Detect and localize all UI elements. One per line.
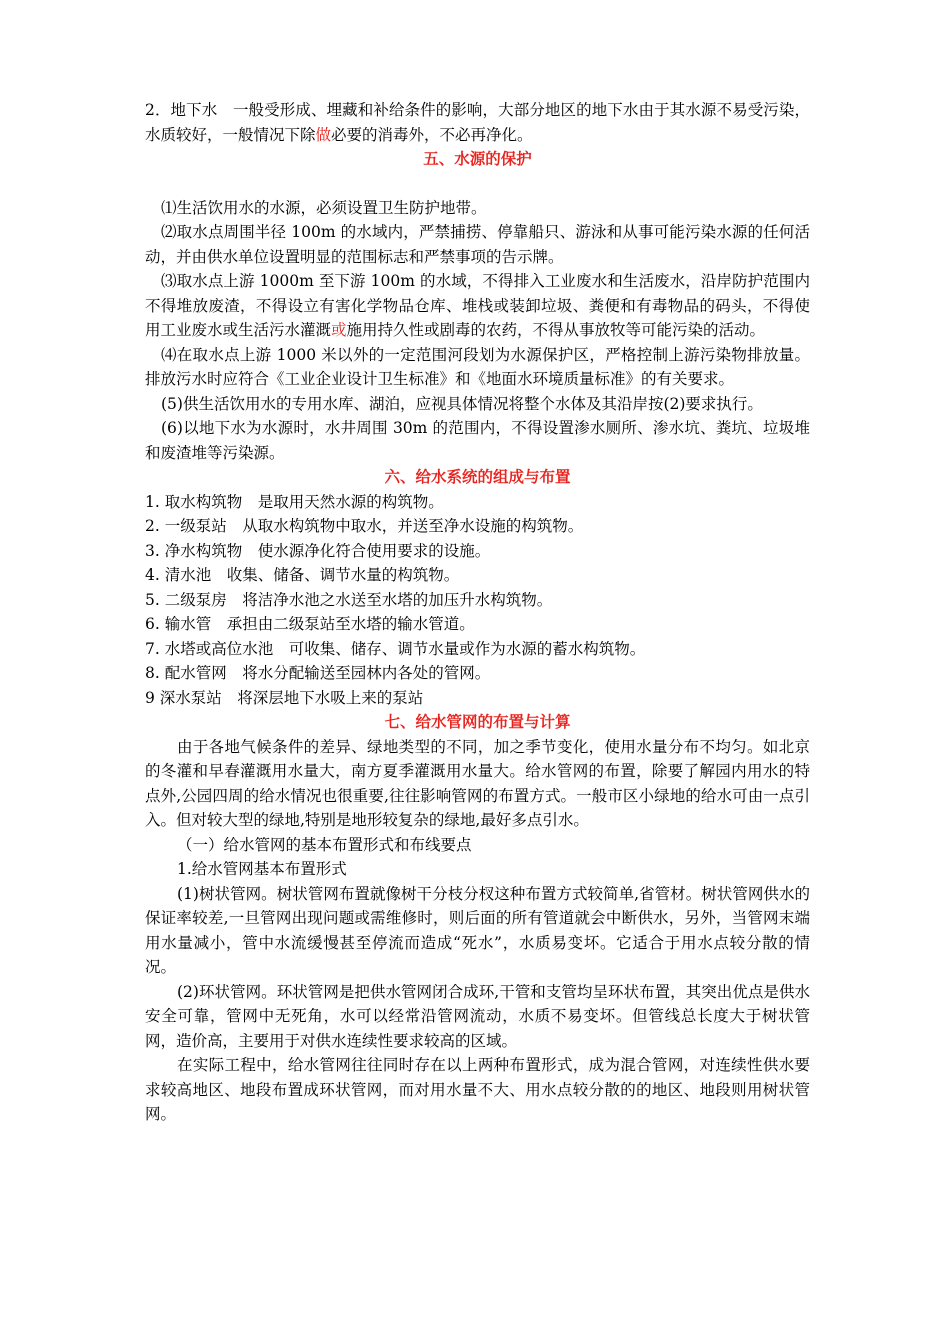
- system-item: 3. 净水构筑物 使水源净化符合使用要求的设施。: [145, 541, 491, 560]
- protection-item-3-text-end: 施用持久性或剧毒的农药，不得从事放牧等可能污染的活动。: [346, 321, 766, 339]
- system-item: 4. 清水池 收集、储备、调节水量的构筑物。: [145, 566, 460, 584]
- system-item: 1. 取水构筑物 是取用天然水源的构筑物。: [145, 492, 444, 511]
- mixed-network-paragraph: 在实际工程中，给水管网往往同时存在以上两种布置形式，成为混合管网，对连续性供水要求较高地区、地段布置成环状管网，而对用水量不大、用水点较分散的的地区、地段则用树状管网。: [145, 1056, 810, 1123]
- tree-network-paragraph: (1)树状管网。树状管网布置就像树干分枝分杈这种布置方式较简单,省管材。树状管网供水的保证率较差,一旦管网出现问题或需维修时，则后面的所有管道就会中断供水，另外，当管网末端用水量减小，管中水流缓慢甚至停流而造成“死水”，水质易变坏。它适合于用水点较分散的情况。: [145, 884, 810, 976]
- system-item: 9 深水泵站 将深层地下水吸上来的泵站: [145, 688, 424, 707]
- system-item: 7. 水塔或高位水池 可收集、储存、调节水量或作为水源的蓄水构筑物。: [145, 639, 646, 658]
- system-item: 8. 配水管网 将水分配输送至园林内各处的管网。: [145, 664, 491, 682]
- protection-item-3: [145, 269, 810, 343]
- section-5-heading: 五、水源的保护: [423, 150, 532, 168]
- groundwater-text: 2．地下水 一般受形成、埋藏和补给条件的影响，大部分地区的地下水由于其水源不易受污染，水质较好，一般情况下除: [145, 101, 810, 144]
- groundwater-text-end: 必要的消毒外，不必再净化。: [331, 125, 533, 144]
- blank-line: [145, 172, 810, 196]
- highlight-red-text: 或: [331, 321, 347, 339]
- protection-item-4: ⑷在取水点上游 1000 米以外的一定范围河段划为水源保护区，严格控制上游污染物排放量。排放污水时应符合《工业企业设计卫生标准》和《地面水环境质量标准》的有关要求。: [145, 345, 810, 388]
- ring-network-paragraph: (2)环状管网。环状管网是把供水管网闭合成环,干管和支管均呈环状布置，其突出优点是供水安全可靠，管网中无死角，水可以经常沿管网流动，水质不易变坏。但管线总长度大于树状管网，造价高，主要用于对供水连续性要求较高的区域。: [145, 982, 810, 1050]
- protection-item-6: (6)以地下水为水源时，水井周围 30m 的范围内，不得设置渗水厕所、渗水坑、粪坑、垃圾堆和废渣堆等污染源。: [145, 419, 810, 462]
- highlight-red-text: 做: [315, 125, 332, 144]
- system-item: 2. 一级泵站 从取水构筑物中取水，并送至净水设施的构筑物。: [145, 517, 584, 535]
- system-item: 6. 输水管 承担由二级泵站至水塔的输水管道。: [145, 615, 475, 633]
- section-7-heading: 七、给水管网的布置与计算: [384, 713, 571, 731]
- protection-item-3-text: ⑶取水点上游 1000m 至下游 100m 的水域，不得排入工业废水和生活废水，沿岸防护范围内不得堆放废渣，不得设立有害化学物品仓库、堆栈或装卸垃圾、粪便和有毒物品的码头，不得使用工业废水或生活污水灌溉: [145, 272, 810, 339]
- network-intro-paragraph: 由于各地气候条件的差异、绿地类型的不同，加之季节变化，使用水量分布不均匀。如北京的冬灌和早春灌溉用水量大，南方夏季灌溉用水量大。给水管网的布置，除要了解园内用水的特点外,公园四周的给水情况也很重要,往往影响管网的布置方式。一般市区小绿地的给水可由一点引入。但对较大型的绿地,特别是地形较复杂的绿地,最好多点引水。: [145, 737, 810, 829]
- groundwater-paragraph: [145, 98, 810, 147]
- protection-item-1: ⑴生活饮用水的水源，必须设置卫生防护地带。: [161, 198, 487, 217]
- protection-item-5: (5)供生活饮用水的专用水库、湖泊，应视具体情况将整个水体及其沿岸按(2)要求执行。: [161, 394, 763, 413]
- document-page: [145, 98, 810, 1127]
- section-6-heading: 六、给水系统的组成与布置: [384, 468, 571, 486]
- system-item: 5. 二级泵房 将洁净水池之水送至水塔的加压升水构筑物。: [145, 590, 553, 609]
- subsection-heading-2: 1.给水管网基本布置形式: [177, 860, 347, 878]
- subsection-heading: （一）给水管网的基本布置形式和布线要点: [177, 835, 472, 854]
- protection-item-2: ⑵取水点周围半径 100m 的水域内，严禁捕捞、停靠船只、游泳和从事可能污染水源的任何活动，并由供水单位设置明显的范围标志和严禁事项的告示牌。: [145, 223, 810, 266]
